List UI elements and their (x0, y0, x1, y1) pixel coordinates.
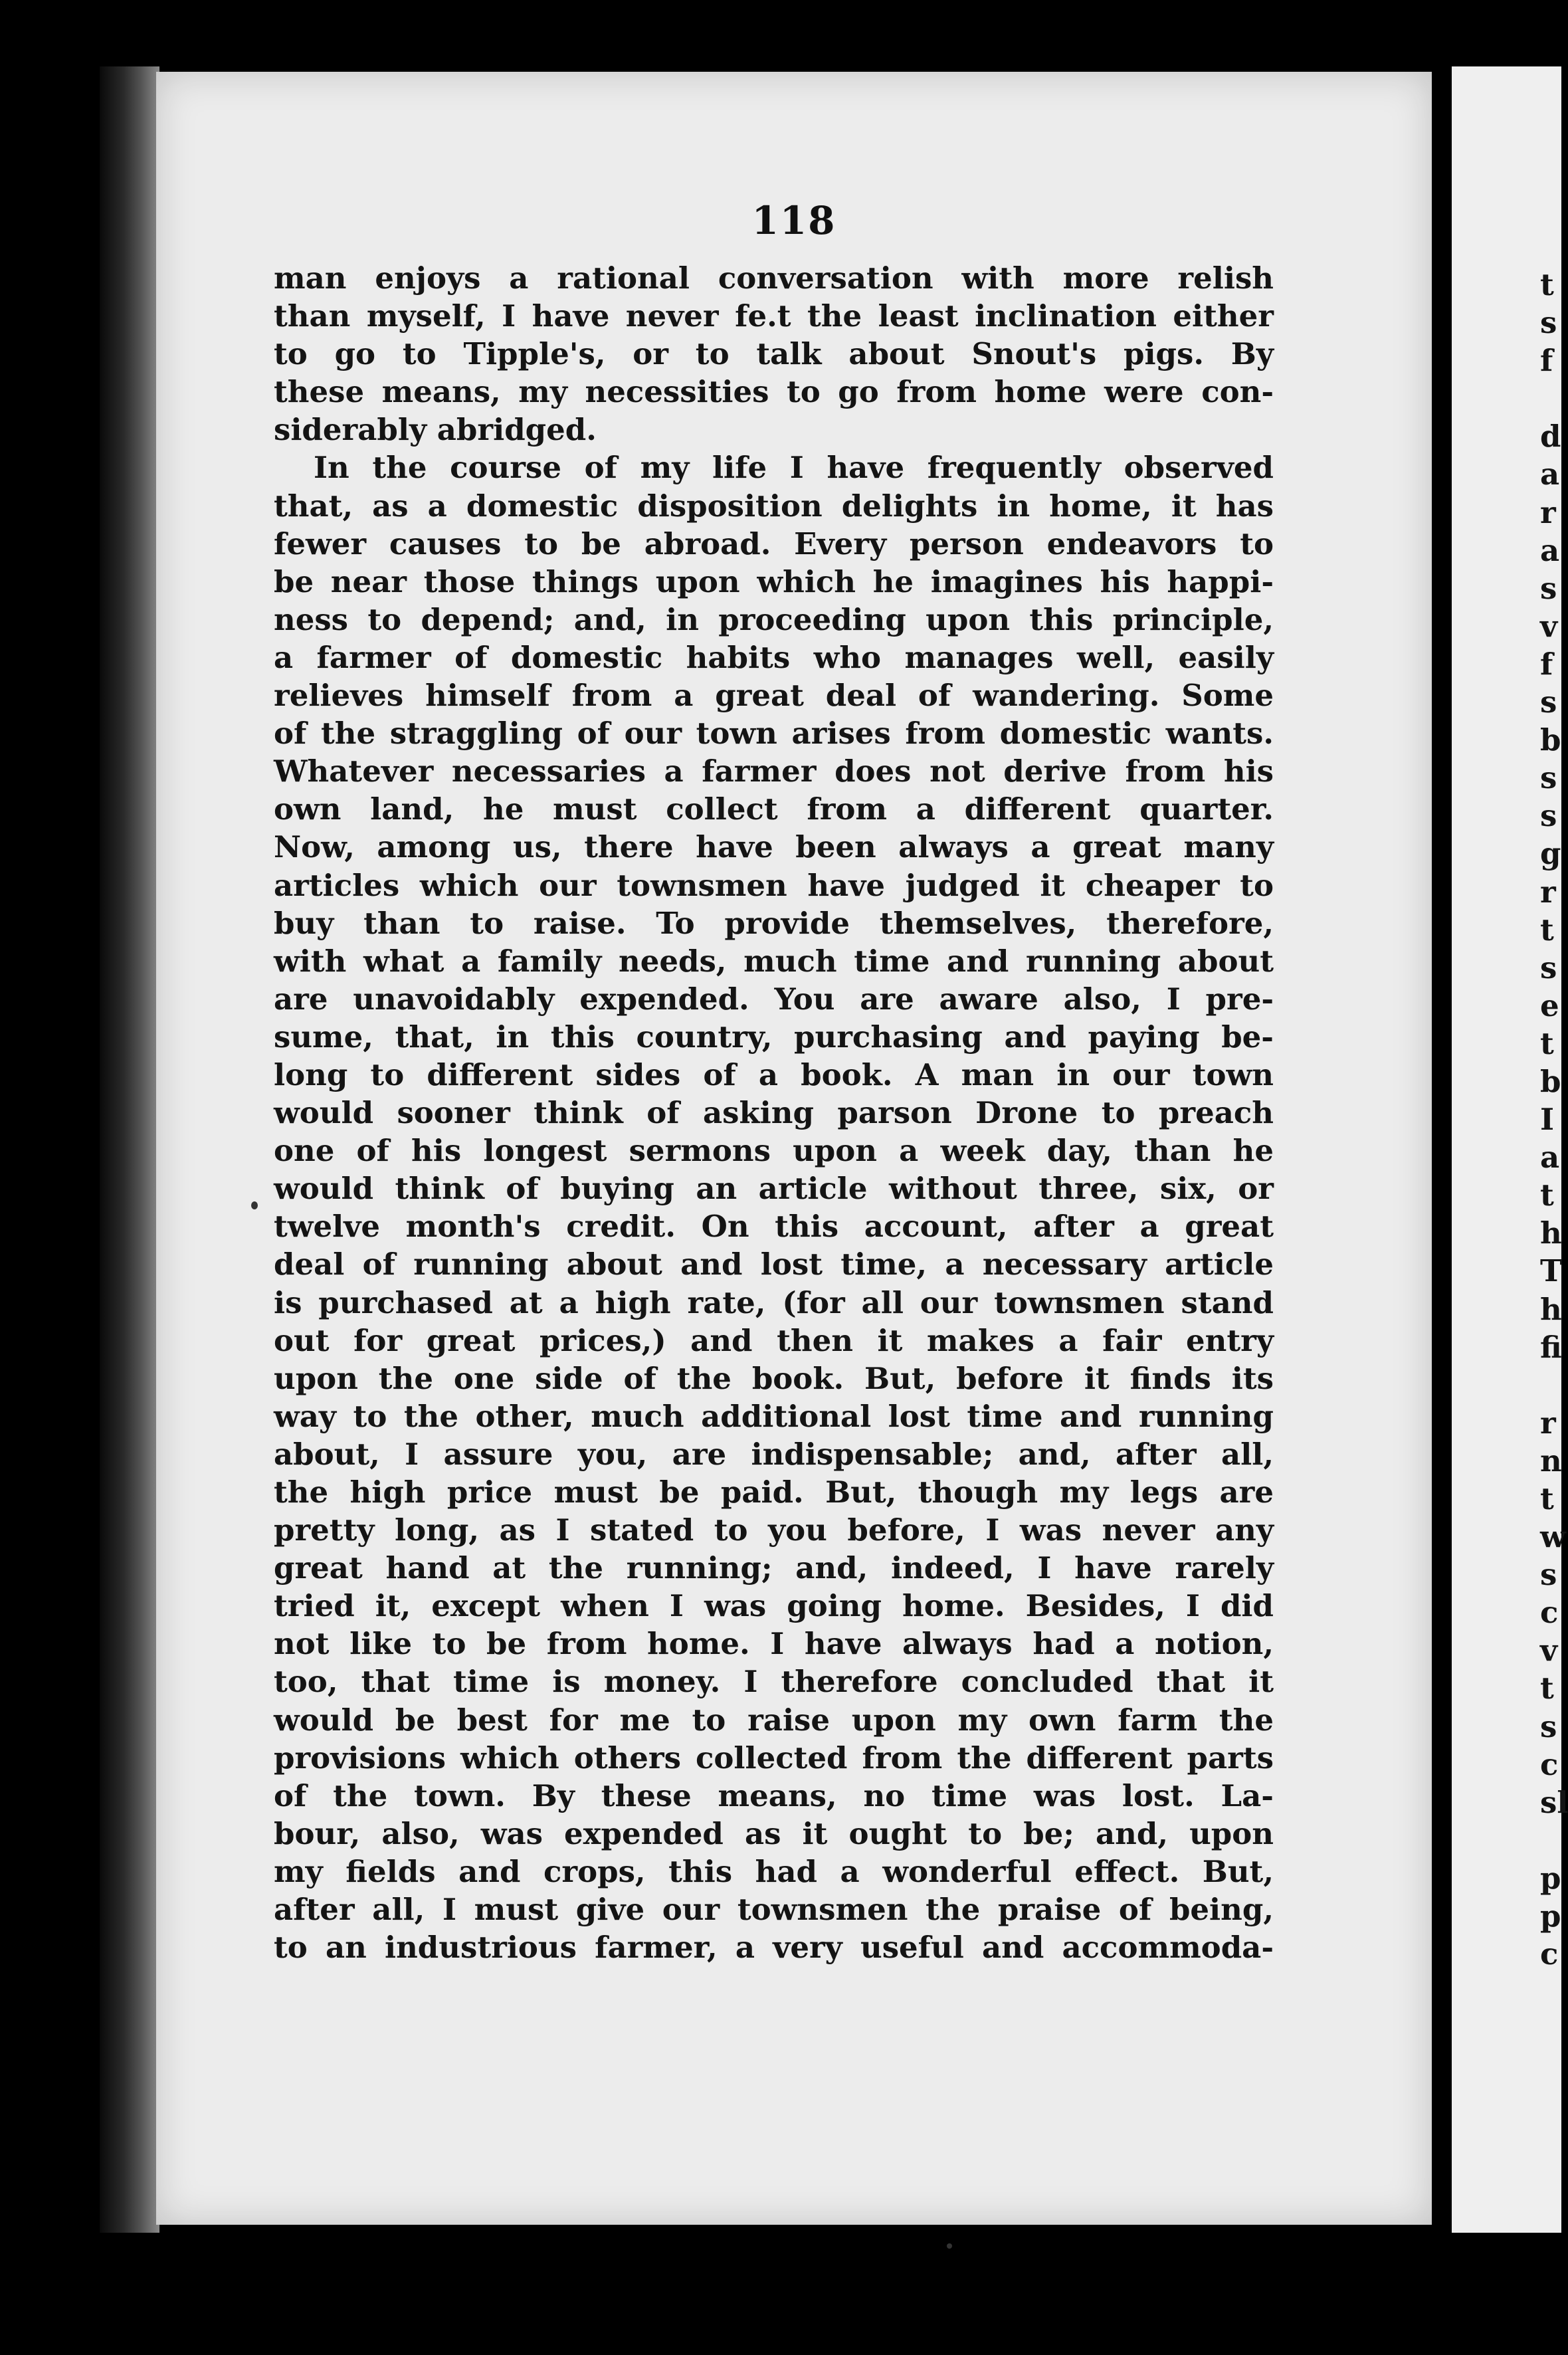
text-line: one of his longest sermons upon a week day, than he (274, 1133, 1274, 1169)
facing-page-letter: b (1540, 722, 1561, 758)
text-line: than myself, I have never fe.t the least inclination either (274, 298, 1274, 334)
facing-page-letter: n (1540, 1443, 1562, 1479)
facing-page-letter: s (1540, 1708, 1557, 1744)
text-line: own land, he must collect from a different quarter. (274, 791, 1274, 827)
facing-page-letter: t (1540, 1025, 1554, 1061)
facing-page-letter: r (1540, 1405, 1556, 1441)
text-line: about, I assure you, are indispensable; and, after all, (274, 1436, 1274, 1472)
facing-page-letter: h (1540, 1215, 1562, 1251)
text-line: to an industrious farmer, a very useful and accommoda- (274, 1930, 1274, 1966)
text-line: of the town. By these means, no time was lost. La- (274, 1778, 1274, 1813)
book-binding-edge (100, 66, 159, 2233)
facing-page-letter: a (1540, 532, 1560, 568)
text-line: would sooner think of asking parson Drone to preach (274, 1095, 1274, 1131)
facing-page-letter: I (1540, 1102, 1555, 1138)
text-line: relieves himself from a great deal of wandering. Some (274, 678, 1274, 714)
text-line: would think of buying an article without three, six, or (274, 1171, 1274, 1207)
facing-page-letter: s (1540, 950, 1557, 985)
text-line: my fields and crops, this had a wonderful effect. But, (274, 1853, 1274, 1889)
facing-page-letter: f (1540, 343, 1553, 379)
text-line: Whatever necessaries a farmer does not derive from his (274, 754, 1274, 789)
text-line: after all, I must give our townsmen the praise of being, (274, 1892, 1274, 1928)
facing-page-letter: f (1540, 646, 1553, 682)
facing-page-letter: v (1540, 1633, 1558, 1669)
facing-page-letter: t (1540, 267, 1554, 302)
text-line: be near those things upon which he imagines his happi- (274, 563, 1274, 599)
facing-page-letter (1540, 1366, 1561, 1404)
text-line: way to the other, much additional lost time and running (274, 1398, 1274, 1434)
facing-page-edge-text (1540, 266, 1568, 1973)
text-line: with what a family needs, much time and running about (274, 943, 1274, 979)
facing-page-letter: c (1540, 1936, 1559, 1972)
text-line: upon the one side of the book. But, before it finds its (274, 1360, 1274, 1396)
facing-page-letter: v (1540, 608, 1558, 644)
text-line: the high price must be paid. But, though my legs are (274, 1475, 1274, 1510)
text-line: are unavoidably expended. You are aware also, I pre- (274, 981, 1274, 1017)
text-line: Now, among us, there have been always a great many (274, 829, 1274, 865)
text-line: twelve month's credit. On this account, after a great (274, 1209, 1274, 1245)
scan-speck (251, 1201, 258, 1209)
scan-speck (947, 2243, 952, 2249)
text-line: articles which our townsmen have judged it cheaper to (274, 867, 1274, 903)
facing-page-letter: e (1540, 987, 1559, 1023)
facing-page-letter: t (1540, 912, 1554, 948)
text-line: provisions which others collected from the different parts (274, 1740, 1274, 1776)
text-line: tried it, except when I was going home. Besides, I did (274, 1588, 1274, 1624)
text-line: a farmer of domestic habits who manages well, easily (274, 639, 1274, 675)
text-line: that, as a domestic disposition delights in home, it has (274, 488, 1274, 524)
text-line: pretty long, as I stated to you before, I was never any (274, 1512, 1274, 1548)
facing-page-letter: g (1540, 836, 1561, 872)
text-line: In the course of my life I have frequently observed (314, 450, 1274, 486)
text-line: long to different sides of a book. A man in our town (274, 1057, 1274, 1092)
facing-page-letter: d (1540, 419, 1561, 455)
text-line: too, that time is money. I therefore concluded that it (274, 1664, 1274, 1700)
facing-page-letter: fi (1540, 1329, 1562, 1365)
facing-page-letter: s (1540, 1557, 1557, 1593)
facing-page-letter: p (1540, 1898, 1561, 1934)
facing-page-letter: a (1540, 457, 1560, 492)
text-line: would be best for me to raise upon my own farm the (274, 1702, 1274, 1738)
facing-page-letter: w (1540, 1519, 1566, 1555)
text-line: man enjoys a rational conversation with more relish (274, 260, 1274, 296)
facing-page-letter (1540, 379, 1561, 417)
page-number: 118 (751, 198, 836, 243)
text-line: out for great prices,) and then it makes a fair entry (274, 1322, 1274, 1358)
facing-page-letter: r (1540, 494, 1556, 530)
facing-page-letter: t (1540, 1178, 1554, 1213)
facing-page-letter: t (1540, 1481, 1554, 1516)
text-line: is purchased at a high rate, (for all our townsmen stand (274, 1284, 1274, 1320)
page-body-text (274, 259, 1274, 1966)
facing-page-letter: t (1540, 1671, 1554, 1706)
facing-page-letter: h (1540, 1291, 1562, 1327)
text-line: fewer causes to be abroad. Every person endeavors to (274, 526, 1274, 562)
text-line: not like to be from home. I have always had a notion, (274, 1626, 1274, 1662)
facing-page-letter: a (1540, 1140, 1560, 1176)
text-line: these means, my necessities to go from home were con- (274, 374, 1274, 410)
facing-page-letter (1540, 1821, 1561, 1859)
text-line: siderably abridged. (274, 412, 597, 448)
facing-page-letter: c (1540, 1746, 1559, 1782)
facing-page-letter: s (1540, 305, 1557, 341)
facing-page-letter: s (1540, 760, 1557, 796)
facing-page-letter: c (1540, 1595, 1559, 1631)
facing-page-letter: T (1540, 1253, 1563, 1289)
text-line: sume, that, in this country, purchasing and paying be- (274, 1019, 1274, 1055)
facing-page-letter: sl (1540, 1784, 1568, 1820)
facing-page-letter: b (1540, 1063, 1561, 1099)
facing-page-letter: p (1540, 1860, 1561, 1896)
facing-page-letter: s (1540, 684, 1557, 720)
text-line: of the straggling of our town arises from domestic wants. (274, 716, 1274, 752)
text-line: buy than to raise. To provide themselves, therefore, (274, 905, 1274, 941)
text-line: to go to Tipple's, or to talk about Snout's pigs. By (274, 336, 1274, 372)
text-line: deal of running about and lost time, a necessary article (274, 1247, 1274, 1282)
facing-page-letter: r (1540, 874, 1556, 910)
facing-page-letter: s (1540, 798, 1557, 834)
facing-page-letter: s (1540, 570, 1557, 606)
text-line: bour, also, was expended as it ought to be; and, upon (274, 1815, 1274, 1851)
text-line: ness to depend; and, in proceeding upon this principle, (274, 601, 1274, 637)
text-line: great hand at the running; and, indeed, I have rarely (274, 1550, 1274, 1586)
